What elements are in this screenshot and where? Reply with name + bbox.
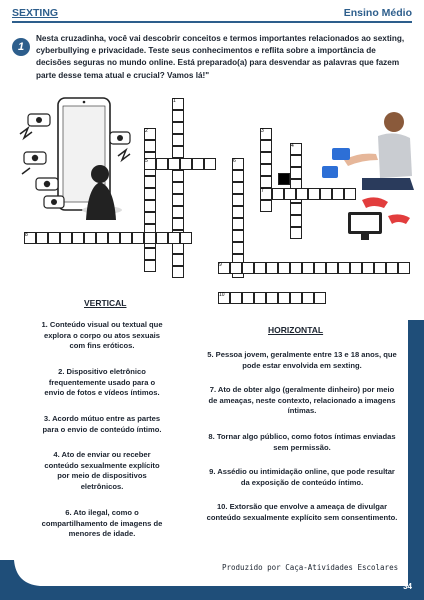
page-title: SEXTING <box>12 7 59 19</box>
crossword-cell[interactable] <box>260 152 272 164</box>
crossword-cell[interactable] <box>232 194 244 206</box>
footer-credit: Produzido por Caça-Atividades Escolares <box>222 563 399 572</box>
crossword-cell[interactable] <box>172 170 184 182</box>
crossword-cell[interactable] <box>242 292 254 304</box>
crossword-cell[interactable] <box>254 262 266 274</box>
crossword-cell[interactable] <box>350 262 362 274</box>
crossword-cell[interactable] <box>290 167 302 179</box>
crossword-cell[interactable] <box>386 262 398 274</box>
intro-text: Nesta cruzadinha, você vai descobrir conceitos e termos importantes relacionados ao sexting, cyberbullying e privacidade. Teste seus conhecimentos e reflita sobre a importância de decisões seguras no mundo online. Está preparado(a) para desvendar as palavras que fazem parte desse tema atual e crucial? Vamos lá!" <box>36 34 405 80</box>
crossword-cell[interactable] <box>172 110 184 122</box>
crossword-cell[interactable] <box>398 262 410 274</box>
crossword-cell[interactable] <box>254 292 266 304</box>
crossword-cell[interactable] <box>144 188 156 200</box>
crossword-cell[interactable] <box>232 230 244 242</box>
crossword-cell[interactable] <box>260 200 272 212</box>
crossword-cell[interactable] <box>338 262 350 274</box>
horizontal-clue: 5. Pessoa jovem, geralmente entre 13 e 18 anos, que pode estar envolvida em sexting. <box>207 350 397 370</box>
crossword-clue-number: 4 <box>291 143 294 149</box>
crossword-cell[interactable] <box>374 262 386 274</box>
crossword-cell[interactable] <box>48 232 60 244</box>
crossword-cell[interactable] <box>332 188 344 200</box>
crossword-clue-number: 5 <box>145 158 148 164</box>
crossword-cell[interactable] <box>120 232 132 244</box>
vertical-clue: 4. Ato de enviar ou receber conteúdo sexualmente explícito por meio de dispositivos eletrônicos. <box>44 450 160 491</box>
header-divider <box>12 21 412 23</box>
crossword-cell[interactable] <box>144 200 156 212</box>
crossword-clue-number: 10 <box>219 292 225 298</box>
crossword-cell[interactable] <box>290 227 302 239</box>
crossword-cell[interactable] <box>302 262 314 274</box>
crossword-cell[interactable] <box>36 232 48 244</box>
crossword-clue-number: 8 <box>25 232 28 238</box>
crossword-cell[interactable] <box>108 232 120 244</box>
crossword-cell[interactable] <box>172 182 184 194</box>
crossword-cell[interactable] <box>326 262 338 274</box>
crossword-cell[interactable] <box>232 182 244 194</box>
crossword-clue-number: 7 <box>261 188 264 194</box>
crossword-cell[interactable] <box>144 212 156 224</box>
crossword-cell[interactable] <box>84 232 96 244</box>
crossword-cell[interactable] <box>232 170 244 182</box>
crossword-cell[interactable] <box>344 188 356 200</box>
crossword-cell[interactable] <box>284 188 296 200</box>
grade-level: Ensino Médio <box>343 7 412 19</box>
crossword-cell[interactable] <box>290 203 302 215</box>
crossword-cell[interactable] <box>144 140 156 152</box>
crossword-cell[interactable] <box>180 158 192 170</box>
crossword-cell[interactable] <box>290 262 302 274</box>
crossword-cell[interactable] <box>314 292 326 304</box>
vertical-clue: 6. Ato ilegal, como o compartilhamento de imagens de menores de idade. <box>41 508 163 538</box>
crossword-cell[interactable] <box>266 292 278 304</box>
crossword-cell[interactable] <box>72 232 84 244</box>
crossword-cell[interactable] <box>192 158 204 170</box>
activity-number-badge: 1 <box>12 38 30 56</box>
crossword-cell[interactable] <box>144 176 156 188</box>
crossword-cell[interactable] <box>278 292 290 304</box>
crossword-cell[interactable] <box>362 262 374 274</box>
crossword-cell[interactable] <box>230 262 242 274</box>
crossword-cell[interactable] <box>230 292 242 304</box>
page-number: 34 <box>403 582 412 591</box>
crossword-cell[interactable] <box>272 188 284 200</box>
crossword-cell[interactable] <box>168 232 180 244</box>
crossword-cell[interactable] <box>232 206 244 218</box>
vertical-clue: 3. Acordo mútuo entre as partes para o envio de conteúdo íntimo. <box>42 414 162 434</box>
horizontal-clue: 7. Ato de obter algo (geralmente dinheiro) por meio de ameaças, neste contexto, relacionado a imagens íntimas. <box>208 385 396 415</box>
crossword-cell[interactable] <box>168 158 180 170</box>
crossword-cell[interactable] <box>172 122 184 134</box>
crossword-cell[interactable] <box>180 232 192 244</box>
crossword-cell[interactable] <box>314 262 326 274</box>
crossword-cell[interactable] <box>132 232 144 244</box>
crossword-cell[interactable] <box>232 218 244 230</box>
crossword-cell[interactable] <box>172 254 184 266</box>
crossword-cell[interactable] <box>260 164 272 176</box>
horizontal-clue: 8. Tornar algo público, como fotos íntimas enviadas sem permissão. <box>208 432 396 452</box>
crossword-cell[interactable] <box>308 188 320 200</box>
crossword-cell[interactable] <box>204 158 216 170</box>
crossword-cell[interactable] <box>260 140 272 152</box>
person-devices-illustration <box>318 108 416 248</box>
crossword-cell[interactable] <box>144 260 156 272</box>
crossword-cell[interactable] <box>96 232 108 244</box>
crossword-cell[interactable] <box>172 266 184 278</box>
crossword-cell[interactable] <box>242 262 254 274</box>
crossword-cell[interactable] <box>260 176 272 188</box>
crossword-cell[interactable] <box>60 232 72 244</box>
crossword-clue-number: 2 <box>145 128 148 134</box>
crossword-cell[interactable] <box>290 155 302 167</box>
crossword-cell[interactable] <box>172 194 184 206</box>
crossword-cell[interactable] <box>290 292 302 304</box>
vertical-clue: 1. Conteúdo visual ou textual que explora o corpo ou atos sexuais com fins eróticos. <box>41 320 163 350</box>
horizontal-clue: 9. Assédio ou intimidação online, que pode resultar da exposição de conteúdo íntimo. <box>209 467 395 487</box>
crossword-cell[interactable] <box>232 242 244 254</box>
crossword-cell[interactable] <box>320 188 332 200</box>
crossword-cell[interactable] <box>144 248 156 260</box>
crossword-cell[interactable] <box>144 232 156 244</box>
crossword-cell[interactable] <box>172 206 184 218</box>
crossword-cell[interactable] <box>156 158 168 170</box>
crossword-clue-number: 3 <box>261 128 264 134</box>
crossword-cell[interactable] <box>156 232 168 244</box>
horizontal-heading: HORIZONTAL <box>268 325 324 335</box>
side-band <box>408 320 424 560</box>
crossword-cell[interactable] <box>302 292 314 304</box>
crossword-cell[interactable] <box>290 215 302 227</box>
vertical-heading: VERTICAL <box>84 298 127 308</box>
vertical-clue: 2. Dispositivo eletrônico frequentemente usado para o envio de fotos e vídeos íntimos. <box>44 367 160 397</box>
horizontal-clue: 10. Extorsão que envolve a ameaça de divulgar conteúdo sexualmente explícito sem consentimento. <box>206 502 398 522</box>
crossword-cell[interactable] <box>266 262 278 274</box>
crossword-black-cell <box>278 173 290 185</box>
crossword-cell[interactable] <box>172 134 184 146</box>
crossword-clue-number: 1 <box>173 98 176 104</box>
crossword-cell[interactable] <box>172 146 184 158</box>
crossword-clue-number: 9 <box>219 262 222 268</box>
phone-harassment-illustration <box>18 92 133 232</box>
crossword-cell[interactable] <box>278 262 290 274</box>
crossword-cell[interactable] <box>296 188 308 200</box>
crossword-clue-number: 6 <box>233 158 236 164</box>
crossword-cell[interactable] <box>172 218 184 230</box>
